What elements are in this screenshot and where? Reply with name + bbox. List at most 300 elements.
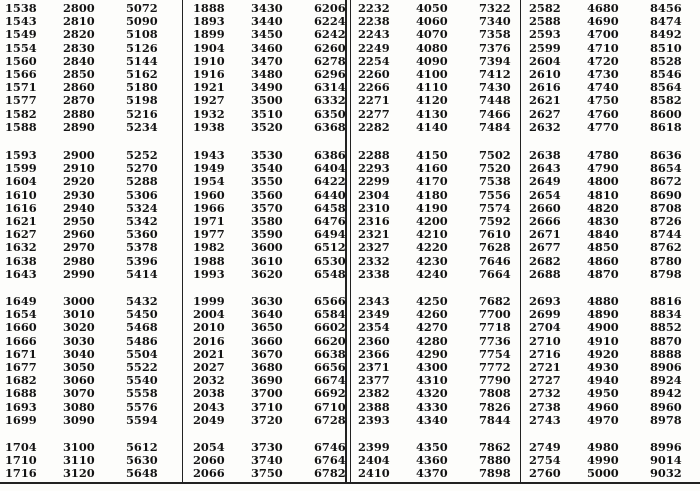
table-cell: 3560	[251, 187, 283, 202]
table-cell: 6386	[314, 148, 346, 162]
table-cell: 4230	[416, 253, 448, 268]
table-cell: 4310	[416, 373, 448, 388]
table-cell: 6620	[314, 333, 346, 348]
table-cell: 2343	[358, 294, 390, 308]
table-row	[358, 228, 528, 240]
table-cell: 2960	[63, 227, 95, 242]
table-cell: 6512	[314, 240, 346, 255]
table-row	[193, 348, 363, 360]
table-cell: 2970	[63, 240, 95, 255]
table-cell: 4790	[587, 161, 619, 176]
table-cell: 6566	[314, 294, 346, 308]
table-cell: 7772	[479, 360, 511, 374]
table-cell: 2038	[193, 386, 225, 401]
table-row	[529, 228, 699, 240]
table-cell: 4170	[416, 174, 448, 189]
table-cell: 7520	[479, 161, 511, 176]
table-row	[358, 121, 528, 133]
table-row	[193, 121, 363, 133]
table-cell: 3610	[251, 253, 283, 268]
table-cell: 4300	[416, 360, 448, 374]
table-row	[193, 228, 363, 240]
table-cell: 6584	[314, 307, 346, 322]
table-row	[5, 361, 175, 373]
table-cell: 3440	[251, 14, 283, 29]
table-cell: 1954	[193, 174, 225, 189]
table-cell: 9032	[650, 466, 682, 481]
table-cell: 8726	[650, 214, 682, 228]
table-cell: 5396	[126, 253, 158, 268]
table-cell: 3470	[251, 53, 283, 68]
table-cell: 5648	[126, 466, 158, 481]
table-row	[5, 68, 175, 80]
table-row	[529, 108, 699, 120]
table-cell: 4750	[587, 93, 619, 108]
table-cell: 4950	[587, 386, 619, 401]
table-cell: 2732	[529, 386, 561, 401]
table-cell: 6530	[314, 253, 346, 268]
table-cell: 8834	[650, 307, 682, 322]
table-row	[193, 162, 363, 174]
table-cell: 3500	[251, 93, 283, 108]
table-cell: 6674	[314, 373, 346, 388]
table-cell: 8780	[650, 253, 682, 268]
table-cell: 6548	[314, 266, 346, 281]
table-row	[358, 68, 528, 80]
table-cell: 1682	[5, 373, 37, 388]
table-cell: 4700	[587, 27, 619, 42]
table-row	[529, 241, 699, 253]
table-cell: 2371	[358, 360, 390, 374]
table-row	[5, 81, 175, 93]
table-cell: 2880	[63, 106, 95, 121]
table-cell: 1971	[193, 214, 225, 228]
table-cell: 3070	[63, 386, 95, 401]
table-cell: 2238	[358, 14, 390, 29]
table-cell: 6728	[314, 412, 346, 427]
table-cell: 8924	[650, 373, 682, 388]
table-cell: 3040	[63, 346, 95, 361]
table-cell: 2743	[529, 412, 561, 427]
table-cell: 2243	[358, 27, 390, 42]
table-row	[193, 335, 363, 347]
table-cell: 1554	[5, 40, 37, 55]
table-cell: 2693	[529, 294, 561, 308]
table-cell: 2016	[193, 333, 225, 348]
table-row	[5, 108, 175, 120]
table-cell: 1593	[5, 148, 37, 162]
table-row	[358, 268, 528, 280]
table-cell: 4940	[587, 373, 619, 388]
table-cell: 7826	[479, 399, 511, 414]
table-cell: 3700	[251, 386, 283, 401]
table-cell: 7790	[479, 373, 511, 388]
table-cell: 6746	[314, 440, 346, 454]
table-cell: 6476	[314, 214, 346, 228]
table-cell: 3090	[63, 412, 95, 427]
table-cell: 1671	[5, 346, 37, 361]
table-cell: 2310	[358, 200, 390, 215]
table-cell: 2860	[63, 80, 95, 95]
table-row	[358, 2, 528, 14]
table-cell: 2049	[193, 412, 225, 427]
table-cell: 1943	[193, 148, 225, 162]
table-cell: 2354	[358, 320, 390, 335]
table-cell: 5342	[126, 214, 158, 228]
table-row	[5, 175, 175, 187]
table-cell: 2393	[358, 412, 390, 427]
table-cell: 1560	[5, 53, 37, 68]
table-row	[529, 162, 699, 174]
table-cell: 7502	[479, 148, 511, 162]
table-row	[529, 348, 699, 360]
table-cell: 5216	[126, 106, 158, 121]
table-cell: 1916	[193, 67, 225, 81]
table-cell: 2021	[193, 346, 225, 361]
table-cell: 4200	[416, 214, 448, 228]
table-cell: 2054	[193, 440, 225, 454]
table-cell: 1988	[193, 253, 225, 268]
table-cell: 4370	[416, 466, 448, 481]
table-cell: 1904	[193, 40, 225, 55]
column-divider	[182, 0, 183, 484]
table-cell: 8816	[650, 294, 682, 308]
table-cell: 5594	[126, 412, 158, 427]
table-cell: 4680	[587, 1, 619, 15]
table-row	[193, 295, 363, 307]
table-cell: 4830	[587, 214, 619, 228]
table-cell: 5234	[126, 119, 158, 134]
table-cell: 1938	[193, 119, 225, 134]
table-cell: 2604	[529, 53, 561, 68]
table-cell: 1927	[193, 93, 225, 108]
table-cell: 2010	[193, 320, 225, 335]
table-cell: 2621	[529, 93, 561, 108]
table-cell: 1538	[5, 1, 37, 15]
table-cell: 1666	[5, 333, 37, 348]
table-row	[193, 454, 363, 466]
table-cell: 4690	[587, 14, 619, 29]
table-row	[5, 348, 175, 360]
table-cell: 2066	[193, 466, 225, 481]
table-row	[5, 308, 175, 320]
table-cell: 3030	[63, 333, 95, 348]
table-cell: 2850	[63, 67, 95, 81]
table-row	[5, 295, 175, 307]
table-row	[193, 2, 363, 14]
table-cell: 2721	[529, 360, 561, 374]
table-cell: 2388	[358, 399, 390, 414]
table-cell: 6602	[314, 320, 346, 335]
table-cell: 8618	[650, 119, 682, 134]
table-cell: 3750	[251, 466, 283, 481]
table-cell: 4320	[416, 386, 448, 401]
table-cell: 3060	[63, 373, 95, 388]
table-cell: 2900	[63, 148, 95, 162]
table-cell: 2321	[358, 227, 390, 242]
table-cell: 4990	[587, 453, 619, 468]
table-row	[193, 361, 363, 373]
table-cell: 1982	[193, 240, 225, 255]
table-cell: 2060	[193, 453, 225, 468]
table-cell: 6782	[314, 466, 346, 481]
table-row	[193, 68, 363, 80]
table-cell: 5324	[126, 200, 158, 215]
table-row	[193, 441, 363, 453]
table-cell: 2704	[529, 320, 561, 335]
table-cell: 2304	[358, 187, 390, 202]
table-row	[358, 308, 528, 320]
table-cell: 2800	[63, 1, 95, 15]
table-cell: 6710	[314, 399, 346, 414]
table-cell: 7394	[479, 53, 511, 68]
table-cell: 6368	[314, 119, 346, 134]
table-row	[358, 374, 528, 386]
table-cell: 4100	[416, 67, 448, 81]
table-cell: 1899	[193, 27, 225, 42]
table-row	[193, 28, 363, 40]
table-cell: 2710	[529, 333, 561, 348]
table-cell: 4270	[416, 320, 448, 335]
table-row	[529, 215, 699, 227]
table-cell: 7358	[479, 27, 511, 42]
table-cell: 6404	[314, 161, 346, 176]
table-cell: 2282	[358, 119, 390, 134]
table-row	[358, 335, 528, 347]
table-cell: 4740	[587, 80, 619, 95]
table-cell: 2810	[63, 14, 95, 29]
table-row	[358, 295, 528, 307]
table-row	[193, 94, 363, 106]
table-row	[358, 441, 528, 453]
table-cell: 3710	[251, 399, 283, 414]
table-cell: 8654	[650, 161, 682, 176]
table-row	[358, 189, 528, 201]
table-row	[193, 321, 363, 333]
table-cell: 4070	[416, 27, 448, 42]
table-cell: 1960	[193, 187, 225, 202]
table-row	[193, 175, 363, 187]
table-cell: 2332	[358, 253, 390, 268]
table-cell: 2749	[529, 440, 561, 454]
table-cell: 5108	[126, 27, 158, 42]
table-row	[193, 467, 363, 479]
table-cell: 5162	[126, 67, 158, 81]
table-cell: 1566	[5, 67, 37, 81]
table-row	[529, 321, 699, 333]
table-cell: 8672	[650, 174, 682, 189]
table-cell: 1699	[5, 412, 37, 427]
table-cell: 2404	[358, 453, 390, 468]
table-cell: 3120	[63, 466, 95, 481]
table-cell: 7682	[479, 294, 511, 308]
table-cell: 7448	[479, 93, 511, 108]
table-cell: 4970	[587, 412, 619, 427]
table-cell: 2599	[529, 40, 561, 55]
table-cell: 2254	[358, 53, 390, 68]
table-cell: 4760	[587, 106, 619, 121]
table-row	[529, 295, 699, 307]
table-cell: 7700	[479, 307, 511, 322]
table-cell: 6314	[314, 80, 346, 95]
table-cell: 2632	[529, 119, 561, 134]
table-row	[5, 162, 175, 174]
table-row	[529, 189, 699, 201]
table-cell: 3660	[251, 333, 283, 348]
table-cell: 4330	[416, 399, 448, 414]
table-cell: 1977	[193, 227, 225, 242]
table-row	[358, 348, 528, 360]
table-row	[529, 55, 699, 67]
table-row	[358, 401, 528, 413]
table-cell: 4190	[416, 200, 448, 215]
table-row	[529, 308, 699, 320]
table-cell: 4870	[587, 266, 619, 281]
table-cell: 4910	[587, 333, 619, 348]
table-row	[358, 149, 528, 161]
table-cell: 2043	[193, 399, 225, 414]
table-cell: 1688	[5, 386, 37, 401]
table-cell: 6494	[314, 227, 346, 242]
table-row	[193, 55, 363, 67]
table-row	[529, 335, 699, 347]
table-row	[5, 189, 175, 201]
table-cell: 2910	[63, 161, 95, 176]
table-cell: 6224	[314, 14, 346, 29]
table-cell: 3000	[63, 294, 95, 308]
table-cell: 3530	[251, 148, 283, 162]
table-row	[529, 202, 699, 214]
table-cell: 4360	[416, 453, 448, 468]
table-cell: 2671	[529, 227, 561, 242]
table-cell: 1704	[5, 440, 37, 454]
table-cell: 4960	[587, 399, 619, 414]
table-cell: 7736	[479, 333, 511, 348]
table-row	[358, 28, 528, 40]
table-cell: 3570	[251, 200, 283, 215]
table-cell: 1549	[5, 27, 37, 42]
table-cell: 8456	[650, 1, 682, 15]
table-cell: 4900	[587, 320, 619, 335]
table-cell: 6296	[314, 67, 346, 81]
table-cell: 2666	[529, 214, 561, 228]
table-cell: 2643	[529, 161, 561, 176]
table-cell: 2377	[358, 373, 390, 388]
table-cell: 3720	[251, 412, 283, 427]
table-cell: 5612	[126, 440, 158, 454]
table-row	[5, 202, 175, 214]
table-cell: 5558	[126, 386, 158, 401]
table-cell: 7484	[479, 119, 511, 134]
table-cell: 5198	[126, 93, 158, 108]
table-cell: 3590	[251, 227, 283, 242]
table-cell: 2327	[358, 240, 390, 255]
table-cell: 2610	[529, 67, 561, 81]
table-cell: 2654	[529, 187, 561, 202]
table-cell: 5144	[126, 53, 158, 68]
table-cell: 5072	[126, 1, 158, 15]
table-row	[5, 2, 175, 14]
table-cell: 7376	[479, 40, 511, 55]
table-cell: 3690	[251, 373, 283, 388]
table-cell: 7844	[479, 412, 511, 427]
table-cell: 7538	[479, 174, 511, 189]
table-cell: 2760	[529, 466, 561, 481]
table-row	[529, 121, 699, 133]
table-row	[529, 374, 699, 386]
table-cell: 5432	[126, 294, 158, 308]
table-row	[5, 255, 175, 267]
table-row	[5, 15, 175, 27]
table-cell: 6638	[314, 346, 346, 361]
table-cell: 1910	[193, 53, 225, 68]
table-cell: 5630	[126, 453, 158, 468]
table-cell: 3050	[63, 360, 95, 374]
table-cell: 7574	[479, 200, 511, 215]
table-cell: 1921	[193, 80, 225, 95]
table-cell: 3620	[251, 266, 283, 281]
table-row	[5, 215, 175, 227]
table-cell: 4220	[416, 240, 448, 255]
table-cell: 2277	[358, 106, 390, 121]
table-cell: 3540	[251, 161, 283, 176]
table-cell: 2920	[63, 174, 95, 189]
table-cell: 4120	[416, 93, 448, 108]
table-row	[529, 454, 699, 466]
table-row	[5, 414, 175, 426]
table-cell: 4150	[416, 148, 448, 162]
table-row	[358, 321, 528, 333]
table-cell: 2338	[358, 266, 390, 281]
table-row	[529, 94, 699, 106]
table-cell: 8870	[650, 333, 682, 348]
table-row	[193, 255, 363, 267]
table-cell: 1582	[5, 106, 37, 121]
table-cell: 5126	[126, 40, 158, 55]
table-cell: 5504	[126, 346, 158, 361]
table-cell: 2638	[529, 148, 561, 162]
table-cell: 3680	[251, 360, 283, 374]
table-cell: 1627	[5, 227, 37, 242]
table-cell: 4890	[587, 307, 619, 322]
table-cell: 7808	[479, 386, 511, 401]
table-row	[193, 308, 363, 320]
table-row	[358, 414, 528, 426]
table-cell: 8762	[650, 240, 682, 255]
table-cell: 4240	[416, 266, 448, 281]
table-row	[529, 81, 699, 93]
table-cell: 2360	[358, 333, 390, 348]
table-cell: 8492	[650, 27, 682, 42]
table-cell: 5522	[126, 360, 158, 374]
table-cell: 2688	[529, 266, 561, 281]
table-cell: 2660	[529, 200, 561, 215]
table-cell: 6332	[314, 93, 346, 108]
table-cell: 8942	[650, 386, 682, 401]
table-cell: 8744	[650, 227, 682, 242]
table-cell: 3630	[251, 294, 283, 308]
table-row	[193, 241, 363, 253]
table-cell: 4980	[587, 440, 619, 454]
table-row	[5, 94, 175, 106]
table-cell: 6260	[314, 40, 346, 55]
table-cell: 2682	[529, 253, 561, 268]
table-row	[5, 121, 175, 133]
table-row	[529, 414, 699, 426]
table-cell: 3020	[63, 320, 95, 335]
table-cell: 2299	[358, 174, 390, 189]
table-cell: 1716	[5, 466, 37, 481]
